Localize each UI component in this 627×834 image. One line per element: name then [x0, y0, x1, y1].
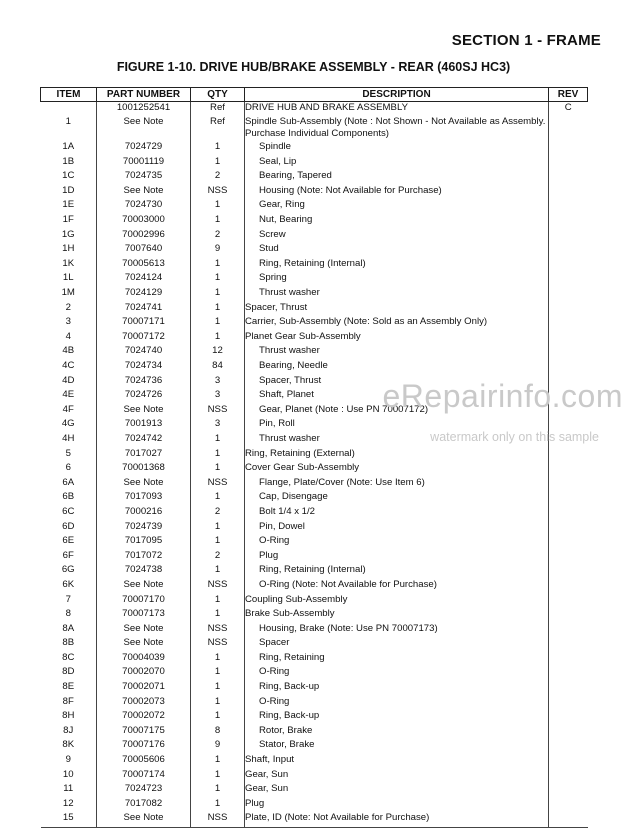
part-number-cell: 70004039 [97, 652, 191, 667]
description-cell: Housing (Note: Not Available for Purchase) [245, 185, 549, 200]
table-row [41, 783, 588, 798]
description-cell: Shaft, Planet [245, 389, 549, 404]
part-number-cell: See Note [97, 623, 191, 638]
qty-cell: 1 [191, 521, 245, 536]
item-cell: 6B [62, 491, 75, 503]
description-cell: Ring, Retaining (External) [245, 448, 549, 463]
table-row [41, 754, 588, 769]
table-row [41, 798, 588, 813]
description-cell: Rotor, Brake [245, 725, 549, 740]
qty-cell: 1 [191, 798, 245, 813]
qty-cell: NSS [191, 812, 245, 827]
qty-cell: 84 [191, 360, 245, 375]
rev-cell [549, 666, 588, 681]
part-number-cell: 7024129 [97, 287, 191, 302]
description-cell: Brake Sub-Assembly [245, 608, 549, 623]
item-cell: 6 [65, 462, 71, 474]
part-number-cell: 70001119 [97, 156, 191, 171]
rev-cell [549, 229, 588, 244]
qty-cell: NSS [191, 477, 245, 492]
section-title: SECTION 1 - FRAME [451, 32, 601, 49]
item-cell: 8D [62, 666, 75, 678]
qty-cell: 1 [191, 448, 245, 463]
table-row [41, 345, 588, 360]
part-number-cell: See Note [97, 579, 191, 594]
rev-cell [549, 360, 588, 375]
table-row [41, 666, 588, 681]
item-cell: 5 [65, 447, 71, 459]
rev-cell: C [549, 102, 588, 117]
part-number-cell: 7017072 [97, 550, 191, 565]
part-number-cell: 7000216 [97, 506, 191, 521]
part-number-cell: 7017027 [97, 448, 191, 463]
table-row [41, 116, 588, 141]
description-cell: Cap, Disengage [245, 491, 549, 506]
qty-cell: 8 [191, 725, 245, 740]
table-row [41, 637, 588, 652]
qty-cell: 1 [191, 535, 245, 550]
qty-cell: NSS [191, 185, 245, 200]
qty-cell: 2 [191, 550, 245, 565]
rev-cell [549, 594, 588, 609]
description-cell: Nut, Bearing [245, 214, 549, 229]
description-cell: Plug [245, 798, 549, 813]
table-row [41, 331, 588, 346]
table-row [41, 725, 588, 740]
description-cell: Bearing, Tapered [245, 170, 549, 185]
part-number-cell: 70007173 [97, 608, 191, 623]
table-row [41, 579, 588, 594]
table-row [41, 156, 588, 171]
qty-cell: 1 [191, 199, 245, 214]
table-row [41, 272, 588, 287]
item-cell: 4B [62, 345, 75, 357]
rev-cell [549, 141, 588, 156]
description-cell: O-Ring [245, 696, 549, 711]
part-number-cell: 7007640 [97, 243, 191, 258]
rev-cell [549, 156, 588, 171]
part-number-cell: 7024741 [97, 302, 191, 317]
rev-cell [549, 185, 588, 200]
part-number-cell: See Note [97, 812, 191, 827]
item-cell: 8E [62, 681, 75, 693]
item-cell: 4 [65, 330, 71, 342]
qty-cell: 3 [191, 375, 245, 390]
item-cell: 6F [62, 549, 74, 561]
rev-cell [549, 287, 588, 302]
qty-cell: NSS [191, 623, 245, 638]
item-cell: 8B [62, 637, 75, 649]
part-number-cell: See Note [97, 185, 191, 200]
rev-cell [549, 506, 588, 521]
part-number-cell: 7024736 [97, 375, 191, 390]
item-cell: 1C [62, 170, 75, 182]
column-header-item: ITEM [41, 88, 97, 102]
qty-cell: 3 [191, 389, 245, 404]
watermark-text: eRepairinfo.com [382, 378, 623, 414]
part-number-cell: 70005606 [97, 754, 191, 769]
description-cell: O-Ring [245, 535, 549, 550]
description-cell: Ring, Retaining (Internal) [245, 564, 549, 579]
part-number-cell: See Note [97, 116, 191, 141]
item-cell: 1M [61, 287, 75, 299]
item-cell: 7 [65, 593, 71, 605]
description-cell: Stator, Brake [245, 739, 549, 754]
item-cell: 8C [62, 651, 75, 663]
part-number-cell: 70007170 [97, 594, 191, 609]
table-row [41, 229, 588, 244]
description-cell: Spacer, Thrust [245, 302, 549, 317]
item-cell: 9 [65, 754, 71, 766]
description-cell: O-Ring (Note: Not Available for Purchase) [245, 579, 549, 594]
rev-cell [549, 331, 588, 346]
table-row [41, 608, 588, 623]
description-cell: Bearing, Needle [245, 360, 549, 375]
qty-cell: 1 [191, 272, 245, 287]
part-number-cell: See Note [97, 637, 191, 652]
table-row [41, 506, 588, 521]
part-number-cell: See Note [97, 404, 191, 419]
part-number-cell: 7024740 [97, 345, 191, 360]
part-number-cell: 7024735 [97, 170, 191, 185]
description-cell: Spacer [245, 637, 549, 652]
part-number-cell: 7017093 [97, 491, 191, 506]
table-row [41, 360, 588, 375]
column-header-description: DESCRIPTION [245, 88, 549, 102]
part-number-cell: 70001368 [97, 462, 191, 477]
description-cell: Spindle [245, 141, 549, 156]
description-cell: Ring, Back-up [245, 681, 549, 696]
table-row [41, 287, 588, 302]
description-cell: Cover Gear Sub-Assembly [245, 462, 549, 477]
rev-cell [549, 652, 588, 667]
rev-cell [549, 798, 588, 813]
part-number-cell: 70005613 [97, 258, 191, 273]
qty-cell: 1 [191, 156, 245, 171]
column-header-part-number: PART NUMBER [97, 88, 191, 102]
qty-cell: 1 [191, 696, 245, 711]
part-number-cell: 7024739 [97, 521, 191, 536]
rev-cell [549, 681, 588, 696]
part-number-cell: 7024734 [97, 360, 191, 375]
qty-cell: 1 [191, 608, 245, 623]
part-number-cell: 7024729 [97, 141, 191, 156]
part-number-cell: 70002071 [97, 681, 191, 696]
description-cell: Spindle Sub-Assembly (Note : Not Shown - Not Available as Assembly. Purchase Individual Components) [245, 116, 549, 141]
description-cell: Carrier, Sub-Assembly (Note: Sold as an Assembly Only) [245, 316, 549, 331]
part-number-cell: 7024742 [97, 433, 191, 448]
part-number-cell: 7017095 [97, 535, 191, 550]
part-number-cell: 70007172 [97, 331, 191, 346]
part-number-cell: 70007175 [97, 725, 191, 740]
rev-cell [549, 316, 588, 331]
parts-table-body [41, 102, 588, 828]
item-cell: 1K [62, 257, 75, 269]
part-number-cell: 70003000 [97, 214, 191, 229]
table-row [41, 550, 588, 565]
rev-cell [549, 535, 588, 550]
rev-cell [549, 696, 588, 711]
table-row [41, 681, 588, 696]
table-row [41, 696, 588, 711]
table-row [41, 141, 588, 156]
table-row [41, 535, 588, 550]
rev-cell [549, 579, 588, 594]
description-cell: Gear, Sun [245, 783, 549, 798]
rev-cell [549, 754, 588, 769]
watermark-subtext: watermark only on this sample [430, 430, 599, 444]
rev-cell [549, 564, 588, 579]
item-cell: 10 [62, 768, 74, 780]
part-number-cell: 70002073 [97, 696, 191, 711]
item-cell: 4D [62, 374, 75, 386]
description-cell: Stud [245, 243, 549, 258]
qty-cell: NSS [191, 637, 245, 652]
column-header-qty: QTY [191, 88, 245, 102]
qty-cell: 1 [191, 564, 245, 579]
qty-cell: 1 [191, 214, 245, 229]
table-row [41, 243, 588, 258]
qty-cell: 1 [191, 316, 245, 331]
description-cell: Thrust washer [245, 433, 549, 448]
description-cell: Gear, Sun [245, 769, 549, 784]
item-cell: 1 [65, 116, 71, 128]
item-cell: 4H [62, 432, 75, 444]
table-row [41, 710, 588, 725]
item-cell [41, 102, 97, 117]
item-cell: 8K [62, 739, 75, 751]
rev-cell [549, 550, 588, 565]
qty-cell: 1 [191, 681, 245, 696]
qty-cell: 1 [191, 287, 245, 302]
rev-cell [549, 812, 588, 827]
description-cell: O-Ring [245, 666, 549, 681]
qty-cell: 1 [191, 652, 245, 667]
description-cell: Pin, Roll [245, 418, 549, 433]
table-row [41, 564, 588, 579]
item-cell: 12 [62, 797, 74, 809]
rev-cell [549, 170, 588, 185]
column-header-rev: REV [549, 88, 588, 102]
rev-cell [549, 258, 588, 273]
rev-cell [549, 608, 588, 623]
rev-cell [549, 623, 588, 638]
item-cell: 8J [63, 724, 74, 736]
rev-cell [549, 448, 588, 463]
rev-cell [549, 710, 588, 725]
rev-cell [549, 199, 588, 214]
description-cell: Bolt 1/4 x 1/2 [245, 506, 549, 521]
table-row [41, 170, 588, 185]
part-number-cell: 7024124 [97, 272, 191, 287]
item-cell: 2 [65, 301, 71, 313]
item-cell: 4C [62, 360, 75, 371]
qty-cell: 1 [191, 258, 245, 273]
table-row [41, 214, 588, 229]
description-cell: Ring, Retaining [245, 652, 549, 667]
qty-cell: 1 [191, 769, 245, 784]
qty-cell: NSS [191, 579, 245, 594]
rev-cell [549, 116, 588, 141]
description-cell: Shaft, Input [245, 754, 549, 769]
table-row [41, 521, 588, 536]
description-cell: Gear, Ring [245, 199, 549, 214]
qty-cell: 1 [191, 710, 245, 725]
rev-cell [549, 521, 588, 536]
table-row [41, 316, 588, 331]
rev-cell [549, 272, 588, 287]
item-cell: 4G [61, 418, 75, 430]
item-cell: 15 [41, 812, 97, 827]
rev-cell [549, 462, 588, 477]
description-cell: Ring, Retaining (Internal) [245, 258, 549, 273]
qty-cell: 2 [191, 229, 245, 244]
description-cell: Coupling Sub-Assembly [245, 594, 549, 609]
description-cell: Planet Gear Sub-Assembly [245, 331, 549, 346]
part-number-cell: 7024726 [97, 389, 191, 404]
table-row [41, 477, 588, 492]
item-cell: 6G [61, 564, 75, 576]
qty-cell: 9 [191, 243, 245, 258]
rev-cell [549, 243, 588, 258]
description-cell: DRIVE HUB AND BRAKE ASSEMBLY [245, 102, 549, 117]
qty-cell: 1 [191, 433, 245, 448]
part-number-cell: 70007176 [97, 739, 191, 754]
description-cell: Spacer, Thrust [245, 375, 549, 390]
item-cell: 11 [63, 783, 74, 795]
part-number-cell: 70002996 [97, 229, 191, 244]
item-cell: 8 [65, 608, 71, 620]
table-row [41, 623, 588, 638]
table-row [41, 594, 588, 609]
part-number-cell: 7024730 [97, 199, 191, 214]
rev-cell [549, 769, 588, 784]
qty-cell: 1 [191, 302, 245, 317]
qty-cell: Ref [191, 116, 245, 141]
table-row [41, 462, 588, 477]
table-row [41, 199, 588, 214]
item-cell: 1L [62, 272, 74, 284]
qty-cell: 1 [191, 462, 245, 477]
rev-cell [549, 637, 588, 652]
qty-cell: 3 [191, 418, 245, 433]
description-cell: Flange, Plate/Cover (Note: Use Item 6) [245, 477, 549, 492]
table-row [41, 302, 588, 317]
item-cell: 1A [62, 141, 75, 153]
table-row [41, 739, 588, 754]
part-number-cell: 7017082 [97, 798, 191, 813]
qty-cell: 2 [191, 506, 245, 521]
qty-cell: 1 [191, 331, 245, 346]
rev-cell [549, 725, 588, 740]
item-cell: 4F [62, 403, 74, 415]
description-cell: Gear, Planet (Note : Use PN 70007172) [245, 404, 549, 419]
qty-cell: 1 [191, 141, 245, 156]
part-number-cell: 7024738 [97, 564, 191, 579]
part-number-cell: 70002070 [97, 666, 191, 681]
item-cell: 6A [62, 476, 75, 488]
item-cell: 1F [62, 214, 74, 226]
item-cell: 4E [62, 389, 75, 401]
table-row [41, 102, 588, 117]
item-cell: 3 [65, 316, 71, 328]
qty-cell: 1 [191, 783, 245, 798]
item-cell: 1H [62, 243, 75, 255]
item-cell: 8F [62, 695, 74, 707]
part-number-cell: 1001252541 [97, 102, 191, 117]
rev-cell [549, 477, 588, 492]
description-cell: Thrust washer [245, 287, 549, 302]
part-number-cell: 70007171 [97, 316, 191, 331]
item-cell: 1G [61, 228, 75, 240]
item-cell: 1D [62, 184, 75, 196]
parts-table-header [41, 88, 588, 102]
description-cell: Plate, ID (Note: Not Available for Purchase) [245, 812, 549, 827]
part-number-cell: See Note [97, 477, 191, 492]
table-row [41, 448, 588, 463]
description-cell: Screw [245, 229, 549, 244]
qty-cell: 1 [191, 666, 245, 681]
item-cell: 6D [62, 520, 75, 532]
qty-cell: Ref [191, 102, 245, 117]
part-number-cell: 70007174 [97, 769, 191, 784]
qty-cell: 9 [191, 739, 245, 754]
table-row [41, 769, 588, 784]
item-cell: 6K [62, 578, 75, 590]
rev-cell [549, 345, 588, 360]
description-cell: Plug [245, 550, 549, 565]
item-cell: 6E [62, 535, 75, 547]
part-number-cell: 70002072 [97, 710, 191, 725]
figure-title: FIGURE 1-10. DRIVE HUB/BRAKE ASSEMBLY - REAR (460SJ HC3) [116, 60, 511, 74]
qty-cell: 1 [191, 754, 245, 769]
item-cell: 1B [62, 155, 75, 167]
item-cell: 8A [62, 622, 75, 634]
description-cell: Ring, Back-up [245, 710, 549, 725]
table-row [41, 258, 588, 273]
rev-cell [549, 783, 588, 798]
rev-cell [549, 491, 588, 506]
part-number-cell: 7024723 [97, 783, 191, 798]
description-cell: Pin, Dowel [245, 521, 549, 536]
item-cell: 6C [62, 505, 75, 517]
part-number-cell: 7001913 [97, 418, 191, 433]
rev-cell [549, 739, 588, 754]
description-cell: Seal, Lip [245, 156, 549, 171]
table-row [41, 652, 588, 667]
qty-cell: 2 [191, 170, 245, 185]
item-cell: 1E [62, 199, 75, 211]
rev-cell [549, 302, 588, 317]
qty-cell: NSS [191, 404, 245, 419]
description-cell: Spring [245, 272, 549, 287]
table-row [41, 185, 588, 200]
description-cell: Thrust washer [245, 345, 549, 360]
parts-table [40, 87, 588, 828]
qty-cell: 1 [191, 491, 245, 506]
rev-cell [549, 214, 588, 229]
item-cell: 8H [62, 710, 75, 722]
qty-cell: 1 [191, 594, 245, 609]
qty-cell: 12 [191, 345, 245, 360]
description-cell: Housing, Brake (Note: Use PN 70007173) [245, 623, 549, 638]
table-row [41, 491, 588, 506]
table-row [41, 812, 588, 827]
